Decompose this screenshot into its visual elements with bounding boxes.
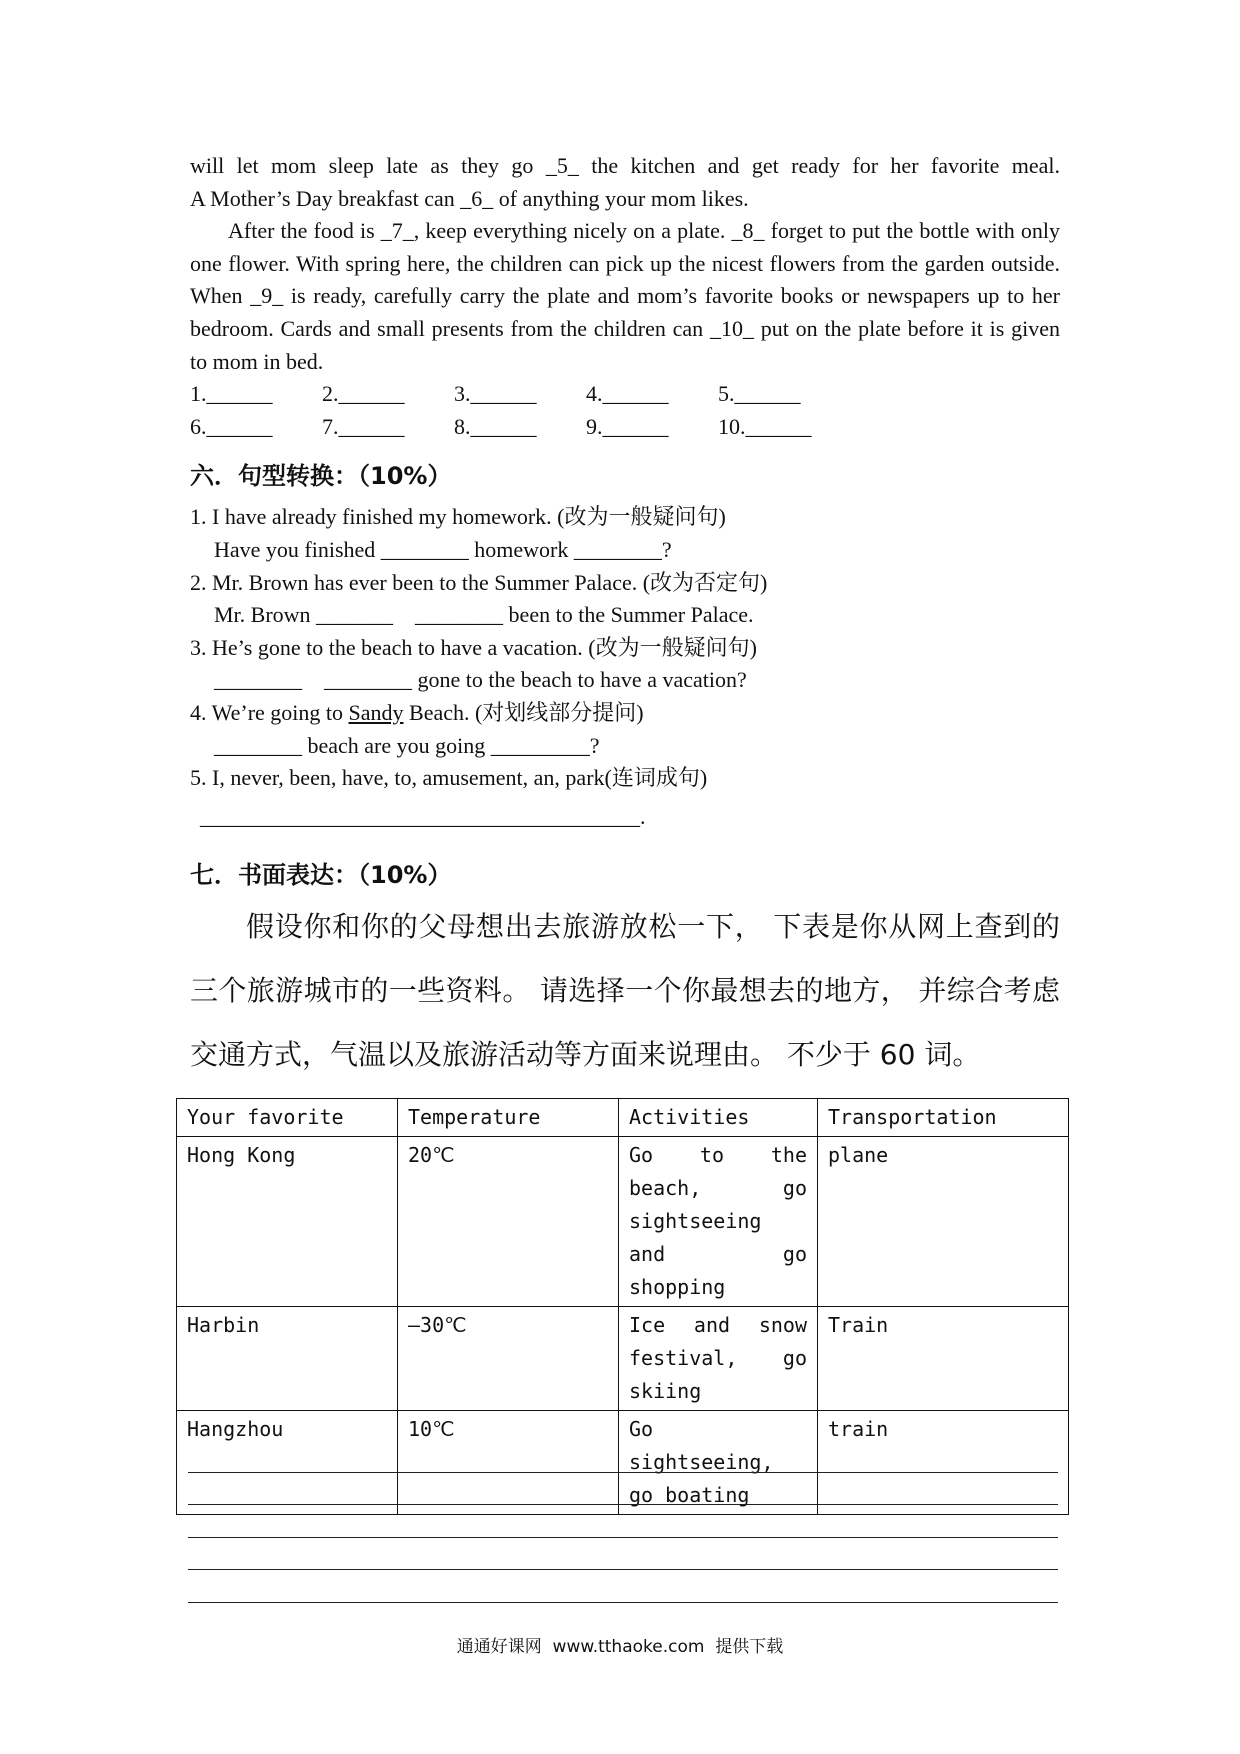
answer-blank[interactable]: 1.______ [190,381,273,407]
passage-line-1: will let mom sleep late as they go _5_ the kitchen and get ready for her favorite meal. [190,153,1060,178]
column-header: Transportation [818,1099,1069,1137]
column-header: Temperature [398,1099,619,1137]
answer-blank[interactable]: 4.______ [586,381,669,407]
table-cell: train [818,1411,1069,1515]
worksheet-page [190,150,1060,1087]
answer-blank[interactable]: 5.______ [718,381,801,407]
writing-line[interactable] [188,1570,1058,1603]
writing-line[interactable] [188,1440,1058,1473]
question-1-answer[interactable]: Have you finished ________ homework ________? [214,536,672,562]
table-cell: Harbin [177,1307,398,1411]
column-header: Your favorite [177,1099,398,1137]
answer-blank[interactable]: 6.______ [190,413,273,439]
table-cell: 10℃ [398,1411,619,1515]
question-3: 3. He’s gone to the beach to have a vacation. (改为一般疑问句) [190,634,757,660]
answer-blanks-row-2 [190,411,1060,444]
answer-blank[interactable]: 2.______ [322,381,405,407]
question-5: 5. I, never, been, have, to, amusement, an, park(连词成句) [190,765,708,791]
question-2-answer[interactable]: Mr. Brown _______ ________ been to the Summer Palace. [214,602,754,628]
answer-blank[interactable]: 3.______ [454,381,537,407]
section-6-title: 六．句型转换：（10%） [190,462,452,491]
question-4: 4. We’re going to Sandy Beach. (对划线部分提问) [190,699,644,725]
table-cell: 20℃ [398,1137,619,1307]
answer-blank[interactable]: 7.______ [322,413,405,439]
table-cell: Ice and snow festival, go skiing [619,1307,818,1411]
writing-answer-lines[interactable] [188,1440,1058,1603]
answer-blank[interactable]: 10.______ [718,413,812,439]
section-7-title: 七．书面表达：（10%） [190,860,452,889]
writing-prompt: 假设你和你的父母想出去旅游放松一下， 下表是你从网上查到的三个旅游城市的一些资料。 请选择一个你最想去的地方， 并综合考虑交通方式，气温以及旅游活动等方面来说理由。 不少于 60 词。 [190,909,1060,1071]
question-2: 2. Mr. Brown has ever been to the Summer Palace. (改为否定句) [190,569,768,595]
answer-blanks-row-1 [190,378,1060,411]
table-cell: Train [818,1307,1069,1411]
passage-line-2: A Mother’s Day breakfast can _6_ of anything your mom likes. [190,185,749,211]
table-row [177,1137,1069,1307]
table-cell: Go to the beach, go sightseeing and go shopping [619,1137,818,1307]
column-header: Activities [619,1099,818,1137]
writing-line[interactable] [188,1505,1058,1538]
answer-blank[interactable]: 9.______ [586,413,669,439]
question-3-answer[interactable]: ________ ________ gone to the beach to have a vacation? [214,667,747,693]
table-cell: Hangzhou [177,1411,398,1515]
question-4-answer[interactable]: ________ beach are you going _________? [214,732,600,758]
table-cell: —30℃ [398,1307,619,1411]
passage-paragraph-2: After the food is _7_, keep everything nicely on a plate. _8_ forget to put the bottle with only one flower. With spring here, the children can pick up the nicest flowers from the garden outside. When _9_ is ready, carefully carry the plate and mom’s favorite books or newspapers up to her bedroom. Cards and small presents from the children can _10_ put on the plate before it is given to mom in bed. [190,218,1060,374]
writing-line[interactable] [188,1538,1058,1571]
table-header-row [177,1099,1069,1137]
table-cell: plane [818,1137,1069,1307]
table-cell: Hong Kong [177,1137,398,1307]
page-footer: 通通好课网 www.tthaoke.com 提供下载 [456,1637,784,1657]
answer-blank[interactable]: 8.______ [454,413,537,439]
writing-line[interactable] [188,1473,1058,1506]
question-1: 1. I have already finished my homework. (改为一般疑问句) [190,504,726,530]
table-cell: Go sightseeing, go boating [619,1411,818,1515]
underlined-word: Sandy [348,699,404,725]
question-5-answer-line[interactable]: ________________________________________. [200,803,646,829]
table-row [177,1307,1069,1411]
